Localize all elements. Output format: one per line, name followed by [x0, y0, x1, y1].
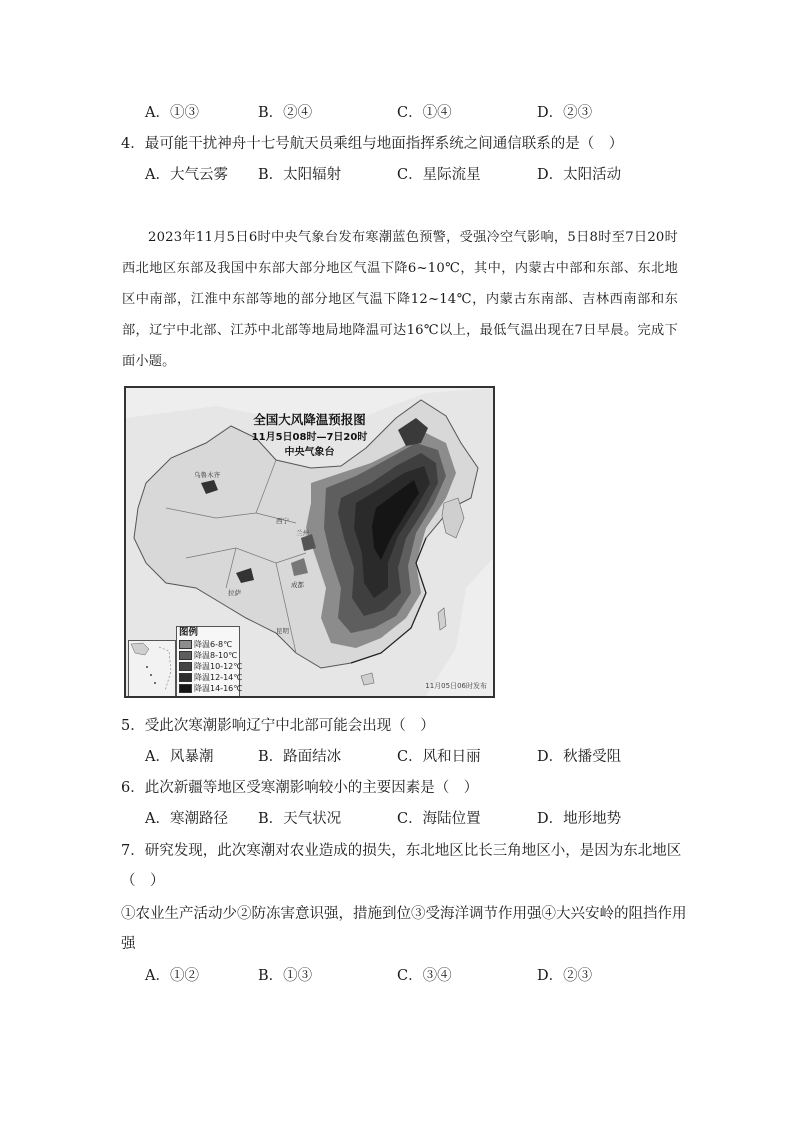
- legend-item: [179, 684, 242, 694]
- legend-label: 降温6-8℃: [194, 640, 233, 649]
- map-legend: [176, 626, 243, 698]
- map-credit: 11月05日06时发布: [425, 682, 487, 690]
- q5-stem: 5．受此次寒潮影响辽宁中北部可能会出现（ ）: [121, 718, 435, 734]
- place-label: 西宁: [276, 517, 289, 525]
- legend-label: 降温14-16℃: [194, 684, 243, 693]
- q4-option-a[interactable]: A．大气云雾: [145, 167, 228, 183]
- legend-swatch: [179, 662, 192, 671]
- q7-option-a[interactable]: A．①②: [145, 968, 199, 984]
- legend-title: 图例: [179, 627, 199, 638]
- place-label: 兰州: [296, 529, 309, 537]
- q6-option-d[interactable]: D．地形地势: [537, 811, 622, 827]
- legend-label: 降温12-14℃: [194, 673, 243, 682]
- cold-wave-forecast-map: [124, 386, 495, 698]
- q7-option-c[interactable]: C．③④: [397, 968, 452, 984]
- q5-option-a[interactable]: A．风暴潮: [145, 749, 214, 765]
- q4-option-c[interactable]: C．星际流星: [397, 167, 481, 183]
- map-source: 中央气象台: [284, 447, 335, 458]
- q4-option-b[interactable]: B．太阳辐射: [258, 167, 342, 183]
- q7-option-d[interactable]: D．②③: [537, 968, 593, 984]
- q3-option-d[interactable]: D．②③: [537, 105, 593, 121]
- map-title: 全国大风降温预报图: [253, 412, 366, 427]
- legend-swatch: [179, 684, 192, 693]
- place-label: 昆明: [276, 627, 289, 635]
- q6-stem: 6．此次新疆等地区受寒潮影响较小的主要因素是（ ）: [121, 780, 479, 796]
- q6-option-b[interactable]: B．天气状况: [258, 811, 342, 827]
- q7-option-b[interactable]: B．①③: [258, 968, 313, 984]
- place-label: 成都: [291, 581, 304, 589]
- q6-option-a[interactable]: A．寒潮路径: [145, 811, 228, 827]
- inset-map-graphic: [129, 641, 175, 697]
- legend-swatch: [179, 651, 192, 660]
- legend-swatch: [179, 640, 192, 649]
- place-label: 拉萨: [228, 589, 241, 597]
- q5-option-d[interactable]: D．秋播受阻: [537, 749, 622, 765]
- legend-label: 降温10-12℃: [194, 662, 243, 671]
- q4-stem: 4．最可能干扰神舟十七号航天员乘组与地面指挥系统之间通信联系的是（ ）: [121, 136, 624, 152]
- legend-item: [179, 640, 232, 650]
- q5-option-c[interactable]: C．风和日丽: [397, 749, 481, 765]
- legend-item: [179, 662, 242, 672]
- q7-stem-bracket: （ ）: [121, 873, 165, 889]
- q4-option-d[interactable]: D．太阳活动: [537, 167, 622, 183]
- south-china-sea-inset: [128, 640, 176, 698]
- q3-option-a[interactable]: A．①③: [145, 105, 199, 121]
- q6-option-c[interactable]: C．海陆位置: [397, 811, 481, 827]
- q3-option-c[interactable]: C．①④: [397, 105, 452, 121]
- q3-option-b[interactable]: B．②④: [258, 105, 313, 121]
- place-label: 乌鲁木齐: [194, 471, 220, 479]
- legend-swatch: [179, 673, 192, 682]
- legend-label: 降温8-10℃: [194, 651, 238, 660]
- map-period: 11月5日08时—7日20时: [251, 432, 368, 443]
- q7-statements: ①农业生产活动少②防冻害意识强，措施到位③受海洋调节作用强④大兴安岭的阻挡作用: [121, 906, 687, 922]
- legend-item: [179, 651, 237, 661]
- legend-item: [179, 673, 242, 683]
- material-passage: 2023年11月5日6时中央气象台发布寒潮蓝色预警，受强冷空气影响，5日8时至7日20时西北地区东部及我国中东部大部分地区气温下降6~10℃，其中，内蒙古中部和东部、东北地区中南部，江淮中东部等地的部分地区气温下降12~14℃，内蒙古东南部、吉林西南部和东部，辽宁中北部、江苏中北部等地局地降温可达16℃以上，最低气温出现在7日早晨。完成下面小题。: [122, 230, 678, 369]
- q5-option-b[interactable]: B．路面结冰: [258, 749, 342, 765]
- q7-stem: 7．研究发现，此次寒潮对农业造成的损失，东北地区比长三角地区小，是因为东北地区: [121, 843, 682, 859]
- q7-statements-cont: 强: [121, 936, 136, 952]
